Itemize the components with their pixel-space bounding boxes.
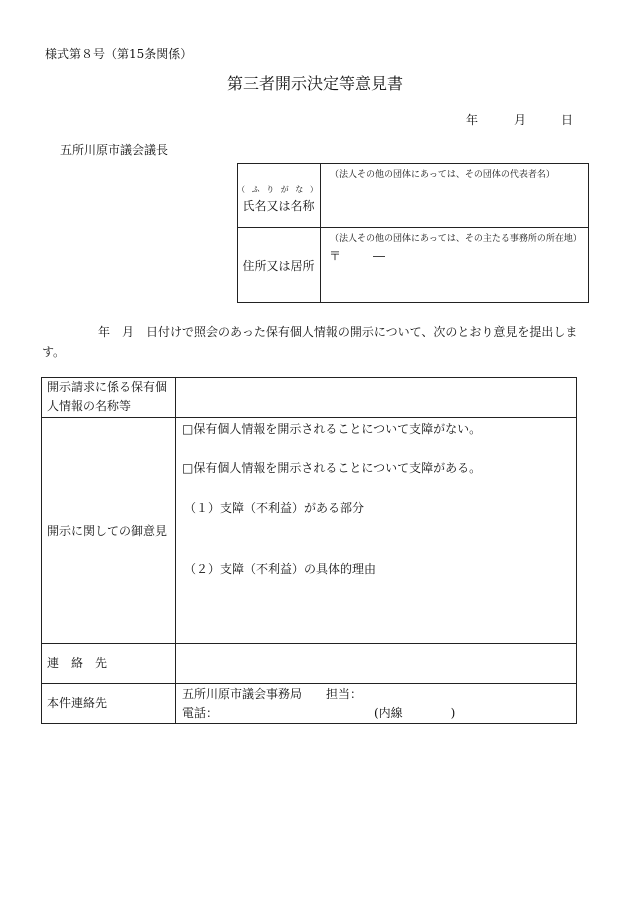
postal-dash: ― [373,249,385,263]
table-row-divider-2 [41,643,577,644]
intro-line-1: 年 月 日付けで照会のあった保有個人情報の開示について、次のとおり意見を提出しま [98,325,578,339]
furigana-label: （ ふ り が な ） [237,185,320,194]
name-field[interactable] [322,183,586,225]
address-label: 住所又は居所 [242,259,315,273]
option-no-issue[interactable]: □保有個人情報を開示されることについて支障がない。 [182,422,482,436]
date-month-label: 月 [514,113,527,127]
row4-label: 本件連絡先 [47,696,108,710]
contact-field[interactable] [177,645,575,682]
submitter-divider-horizontal [237,227,589,228]
info-name-field[interactable] [177,379,575,416]
intro-line-2: す。 [42,345,66,359]
office-contact: 五所川原市議会事務局 担当： [182,687,363,701]
addressee: 五所川原市議会議長 [60,143,169,157]
phone-label: 電話： [182,706,219,720]
extension-label: (内線 ) [374,706,456,720]
table-row-divider-3 [41,683,577,684]
row3-label: 連 絡 先 [47,656,108,670]
option-has-issue[interactable]: □保有個人情報を開示されることについて支障がある。 [182,461,482,475]
issue-reason-label: （２）支障（不利益）の具体的理由 [184,562,377,576]
submitter-divider-vertical [320,163,321,303]
row1-label-line-2: 人情報の名称等 [47,399,132,413]
table-row-divider-1 [41,417,577,418]
row1-label-line-1: 開示請求に係る保有個 [47,380,168,394]
row2-label: 開示に関しての御意見 [47,524,168,538]
address-field[interactable] [322,247,586,301]
form-number: 様式第８号（第15条関係） [45,47,193,61]
postal-mark: 〒 [329,249,342,263]
issue-part-label: （１）支障（不利益）がある部分 [184,501,365,515]
table-divider-vertical [175,377,176,724]
name-note: （法人その他の団体にあっては、その団体の代表者名） [330,170,555,180]
page-title: 第三者開示決定等意見書 [226,74,403,93]
date-day-label: 日 [561,113,574,127]
name-label: 氏名又は名称 [242,199,315,213]
address-note: （法人その他の団体にあっては、その主たる事務所の所在地） [330,234,582,244]
date-year-label: 年 [466,113,479,127]
